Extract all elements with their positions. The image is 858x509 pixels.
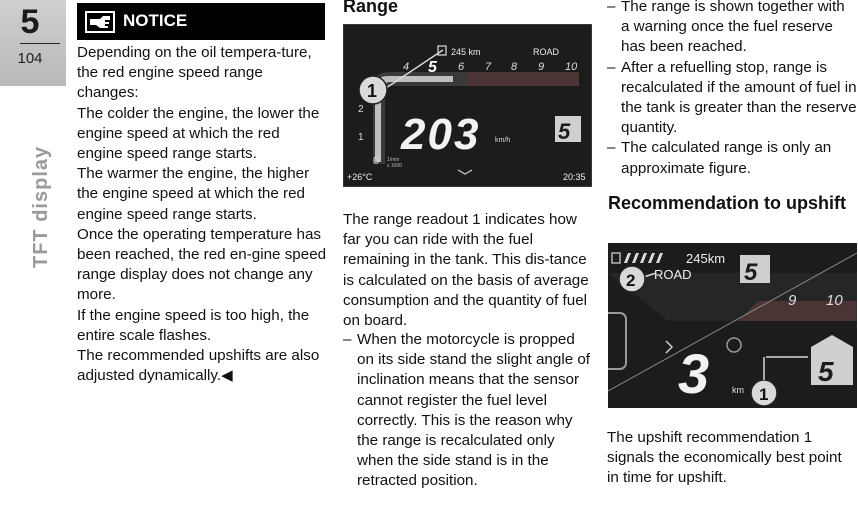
gear-value: 5 <box>558 119 571 144</box>
list-item: – The range is shown together with a warning once the fuel reserve has been reached. <box>607 0 845 56</box>
range-bullet-list <box>343 330 593 492</box>
callout-number: 1 <box>367 81 378 101</box>
riding-mode: ROAD <box>654 267 692 282</box>
range-intro: The range readout 1 indicates how far you can ride with the fuel remaining in the tank. This dis-tance is calculated on the basis of average consumption and the quantity of fuel on board. <box>343 211 589 330</box>
temperature-readout: +26°C <box>347 172 373 182</box>
page-number: 104 <box>17 50 43 67</box>
speed-readout: 203 <box>401 110 481 159</box>
range-display-illustration <box>343 24 592 187</box>
rpm-scale-label: 9 <box>538 61 545 73</box>
rpm-scale-label: 5 <box>428 59 437 76</box>
notice-paragraph: The warmer the engine, the higher the engine speed at which the red engine speed range starts. <box>77 165 310 223</box>
list-item: – After a refuelling stop, range is recalculated if the amount of fuel in the tank is greater than the reserve quantity. <box>607 58 857 137</box>
notice-title: NOTICE <box>123 11 188 30</box>
list-item-text: After a refuelling stop, range is recalculated if the amount of fuel in the tank is greater than the reserve quantity. <box>621 58 857 137</box>
rpm-scale-label: 9 <box>788 292 797 309</box>
list-item: – When the motorcycle is propped on its side stand the slight angle of inclination means that the sensor cannot register the fuel level correctly. This is the reason why the range is recalculated only when the side stand is in the retracted position. <box>343 331 591 490</box>
range-bullet-list-continued <box>607 0 857 179</box>
range-readout: 245 km <box>451 47 481 57</box>
rpm-scale-label: 0 <box>373 155 380 167</box>
list-item-text: The calculated range is only an approximate figure. <box>621 139 832 177</box>
list-item-text: When the motorcycle is propped on its side stand the slight angle of inclination means that the sensor cannot register the fuel level correctly. This is the reason why the range is recalculated only when the side stand is in the retracted position. <box>357 331 591 490</box>
upshift-heading: Recommendation to upshift <box>608 193 846 213</box>
callout-number: 1 <box>759 385 769 404</box>
riding-mode: ROAD <box>533 47 560 57</box>
speed-unit: km/h <box>495 137 511 144</box>
upshift-description <box>607 428 857 489</box>
list-item: – The calculated range is only an approximate figure. <box>607 139 832 177</box>
callout-number: 2 <box>626 271 636 290</box>
speed-unit: km <box>732 385 744 395</box>
clock-readout: 20:35 <box>563 172 586 182</box>
range-heading: Range <box>343 0 399 16</box>
rpm-scale-label: 7 <box>485 61 492 73</box>
upshift-display-illustration <box>608 243 857 408</box>
range-description <box>343 210 593 331</box>
chapter-number: 5 <box>20 3 40 41</box>
gear-value: 5 <box>744 259 758 286</box>
notice-paragraph: Once the operating temperature has been reached, the red en-gine speed range display does not change any more. <box>77 225 327 304</box>
notice-hand-icon <box>85 11 115 33</box>
notice-banner <box>77 3 325 40</box>
rpm-scale-label: 1 <box>358 132 364 143</box>
rpm-scale-label: 6 <box>458 61 465 73</box>
rpm-scale-label: 10 <box>565 61 578 73</box>
rpm-scale-label: 10 <box>826 292 843 309</box>
list-item-text: The range is shown together with a warning once the fuel reserve has been reached. <box>621 0 845 56</box>
notice-body <box>77 43 327 386</box>
chapter-tab-divider <box>20 43 60 44</box>
rpm-scale-label: 8 <box>511 61 518 73</box>
range-readout: 245km <box>686 251 726 266</box>
upshift-gear-value: 5 <box>818 356 834 387</box>
notice-paragraph: If the engine speed is too high, the entire scale flashes. <box>77 306 310 344</box>
rpm-scale-label: 2 <box>358 104 364 115</box>
notice-paragraph: The recommended upshifts are also adjusted dynamically.◀ <box>77 347 320 385</box>
rpm-unit: x 1000 <box>387 163 403 169</box>
upshift-paragraph: The upshift recommendation 1 signals the economically best point in time for upshift. <box>607 429 842 487</box>
notice-paragraph: Depending on the oil tempera-ture, the red engine speed range changes: <box>77 44 312 102</box>
rpm-unit: 1/min <box>387 157 400 163</box>
notice-paragraph: The colder the engine, the lower the engine speed at which the red engine speed range starts. <box>77 104 320 163</box>
section-side-label: TFT display <box>30 145 52 268</box>
rpm-scale-label: 4 <box>403 61 410 73</box>
speed-readout: 3 <box>678 342 710 405</box>
